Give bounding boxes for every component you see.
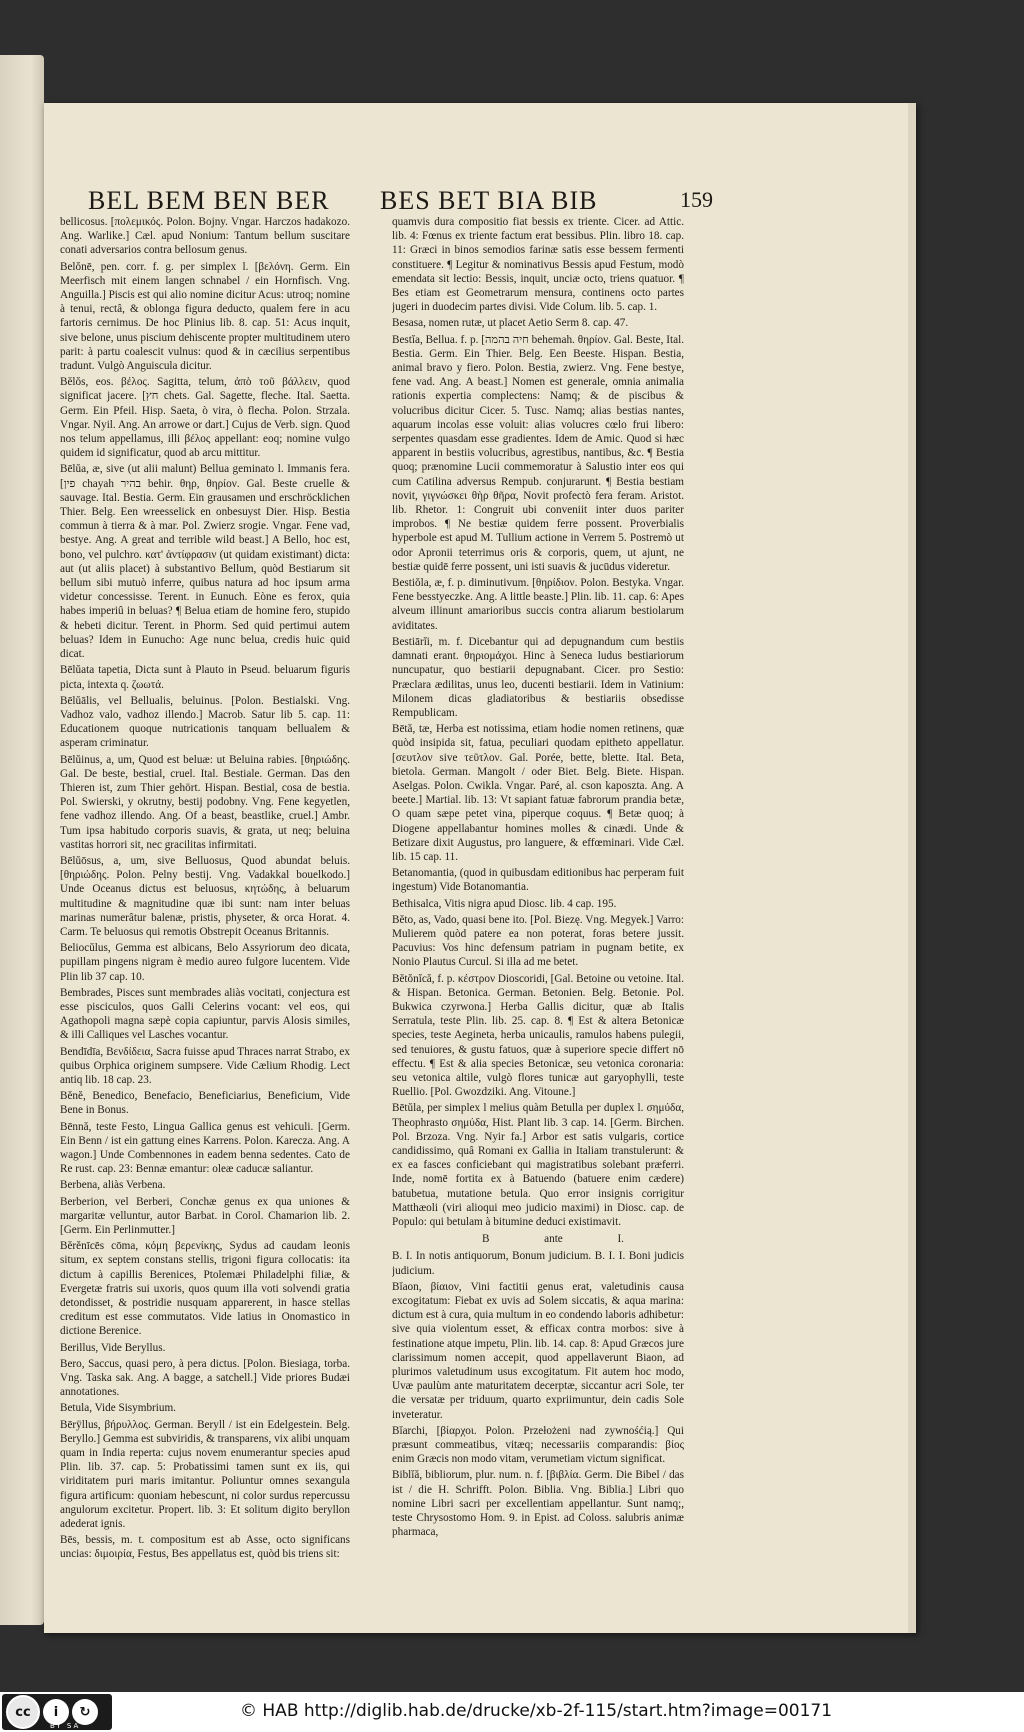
- dictionary-entry: Bestĭa, Bellua. f. p. [חיה בהמה behemah. θηρίον. Gal. Beste, Ital. Bestia. Germ. Ein Thier. Belg. Een Beeste. Hispan. Bestia, animal bravo y fiero. Polon. Bestia, zwierz. Vng. Fene bestye, fene vad. Ang. A beast.] Nomen est generale, omnia animalia rationis expertia complectens: Namq; & de piscibus & volucribus dicitur Cicer. 5. Tusc. Namq; alias bestias nantes, aquarum incolas esse voluit: alias volucres cœlo frui libero: serpentes quasdam esse gradientes. Idem de Amic. Quod si hæc apparent in bestiis volucribus, agrestibus, nantibus, &c. ¶ Bestia quoq; prænomine Lucii commemoratur à Salustio inter eos qui cum Catilina adversus Rempub. conjurarunt. ¶ Bestia bestiam novit, γιγνώσκει θὴρ θῆρα, Novit profectò fera feram. Aristot. lib. Rhetor. 1: Congruit ubi conveniit inter duos pariter improbos. ¶ Ne bestiæ quidem ferre possent. Proverbialis hyperbole est apud M. Tullium actione in Verrem 5. Postremò ut odor Apronii teterrimus oris & corporis, quem, ut ajunt, ne bestiæ quidē ferre possent, uni isti suavis & jucūdus videretur.: [392, 333, 684, 573]
- left-column: [60, 215, 350, 1600]
- dictionary-entry: Betanomantia, (quod in quibusdam editionibus hac perperam fuit ingestum) Vide Botanomantia.: [392, 867, 684, 894]
- dictionary-entry: quamvis dura compositio fiat bessis ex triente. Cicer. ad Attic. lib. 4: Fœnus ex triente factum erat bessibus. Plin. libro 18. cap. 11: Græci in binos semodios farinæ satis esse bessem fermenti constituere. ¶ Legitur & nominativus Bessis apud Festum, modò emendata sit lectio: Bessis, inquit, unciæ octo, triens quatuor. ¶ Bes etiam est Geometrarum mensura, continens octo partes jugeri in duodecim partes divisi. Vide Colum. lib. 5. cap. 1.: [392, 216, 684, 314]
- dictionary-entry: Bembrades, Pisces sunt membrades aliàs vocitati, conjectura est esse pisciculos, quos Galli Celerins vocant: vel eos, qui Agathopoli magna sæpè copia capiuntur, parvis Alosis similes, & illi Calliques vel Lasches vocantur.: [60, 986, 350, 1042]
- right-column-entries-bottom: [392, 1249, 684, 1539]
- dictionary-entry: Bēlŭālis, vel Bellualis, beluinus. [Polon. Bestialski. Vng. Vadhoz valo, vadhoz illendo.] Macrob. Satur lib 5. cap. 11: Educationem quoque nutricationis tanquam bellualem & asperam criminatur.: [60, 694, 350, 750]
- divider-letter-i: I.: [617, 1233, 624, 1246]
- dictionary-entry: Betula, Vide Sisymbrium.: [60, 1402, 176, 1415]
- dictionary-entry: Bētŭla, per simplex l melius quàm Betulla per duplex l. σημύδα, Theophrasto σημύδα, Hist. Plant lib. 3 cap. 14. [Germ. Birchen. Pol. Brzoza. Vng. Nyir fa.] Arbor est satis vulgaris, cortice candidissimo, quâ Romani ex Gallia in Italiam transtulerunt: & ex ea fasces conficiebant qui magistratibus solebant præferri. Inde, nomē fortita ex à Batuendo (batuere enim cædere) batubetua, mutatione betula. Quo error insignis corrigitur Matthæoli (viri alioqui meo judicio maximi) in Diosc. cap. de Populo: qui betulam à bitumine deduci existimavit.: [392, 1102, 684, 1229]
- dictionary-entry: Bēlŭinus, a, um, Quod est beluæ: ut Beluina rabies. [θηριώδης. Gal. De beste, bestial, cruel. Ital. Bestiale. German. Das den Thieren ist, zum Thier gehört. Hispan. Bestial, cosa de bestia. Pol. Swierski, y okrutny, bestij podobny. Vng. Fene kegyetlen, fene vadhoz illendo. Ang. Of a beast, beastlike, cruel.] Ambr. Tum ipsa habitudo corporis suavis, & grata, ut neq; beluina vastitas horrori sit, nec gracilitas infirmitati.: [60, 753, 350, 851]
- dictionary-entry: Bĕrĕnīcēs cōma, κόμη βερενίκης, Sydus ad caudam leonis situm, ex septem constans stellis, trigoni figura collocatis: ita dictum à capillis Berenices, Ptolemæi Philadelphi filiæ, & Evergetæ fratris sui uxoris, quos quum illa voti solvendi gratia detondisset, & postridie nusquam apparerent, in hasce stellas creditum est esse commutatos. Vide latius in Onomastico in dictione Berenice.: [60, 1240, 350, 1338]
- dictionary-entry: Bērÿllus, βήρυλλος. German. Beryll / ist ein Edelgestein. Belg. Beryllo.] Gemma est subviridis, & transparens, vix alibi unquam quam in India reperta: cujus novem enumerantur species apud Plin. lib. 37. cap. 5: Probatissimi tamen sunt ex iis, qui viriditatem puri maris imitantur. Poliuntur omnes sexangula figura artificum: quoniam hebescunt, ni color surdus repercussu angulorum excitetur. Propert. lib. 3: Et solitum digito beryllon adederat ignis.: [60, 1418, 350, 1531]
- attribution-person-icon: i: [43, 1699, 69, 1725]
- dictionary-entry: Besasa, nomen rutæ, ut placet Aetio Serm 8. cap. 47.: [392, 317, 629, 330]
- running-head-right: BES BET BIA BIB: [380, 186, 598, 215]
- dictionary-entry: Bĭaon, βίαιον, Vini factitii genus erat, valetudinis causa excogitatum: Fiebat ex uvis ad Solem siccatis, & aqua marina: dictum est à cura, quia multum in eo condendo laboris adhibetur: sive quia violentum esset, & efficax contra morbos: sive à festinatione atque impetu, Plin. lib. 14. cap. 8: Apud Græcos jure clarissimum nomen accepit, quod appellaverunt Biaon, ad plurimos valetudinum usus excogitatum. Fit autem hoc modo, Uvæ paulùm ante maturitatem decerptæ, siccantur acri Sole, ter die versatæ per triduum, quarto expriimuntur, dein cadis Sole inveteratur.: [392, 1280, 684, 1421]
- right-column: [392, 215, 684, 1600]
- dictionary-entry: B. I. In notis antiquorum, Bonum judicium. B. I. I. Boni judicis judicium.: [392, 1250, 684, 1277]
- dictionary-entry: Bētă, tæ, Herba est notissima, etiam hodie nomen retinens, quæ quòd insipida sit, fatua, peculiari quodam epitheto appellatur. [σευτλον sive τεῦτλον. Gal. Porée, bette, blette. Ital. Beta, bietola. German. Mangolt / oder Biet. Belg. Biete. Hispan. Aselgas. Polon. Cwikla. Vngar. Paré, al. cson kaposzta. Ang. A beete.] Martial. lib. 13: Vt sapiant fatuæ fabrorum prandia betæ, O quam sæpe petet vina, piperque coquus. ¶ Betæ quoq; à Diogene appellabantur homines molles & cinædi. Unde & Betizare dixit Augustus, pro languere, & effœminari. Vide Cæl. lib. 15 cap. 11.: [392, 723, 684, 863]
- book-page: [44, 103, 916, 1633]
- cc-license-subtitle: BY SA: [50, 1722, 81, 1730]
- dictionary-entry: Berbena, aliàs Verbena.: [60, 1179, 166, 1192]
- dictionary-entry: Bēlŭata tapetia, Dicta sunt à Plauto in Pseud. beluarum figuris picta, intexta q. ζωωτά.: [60, 664, 350, 691]
- dictionary-entry: Biblĭă, bibliorum, plur. num. n. f. [βιβλία. Germ. Die Bibel / das ist / die H. Schrifft. Polon. Biblia. Vng. Biblia.] Libri quo nomine Libri sacri per excellentiam appellantur. Sunt namq;, teste Chrysostomo Hom. 9. in Epist. ad Coloss. salubris animæ pharmaca,: [392, 1469, 684, 1539]
- dictionary-entry: Bestiārĭi, m. f. Dicebantur qui ad depugnandum cum bestiis damnati erant. θηριομάχοι. Hinc à Seneca ludus bestiariorum nuncupatur, quo bestiarii depugnabant. Cicer. pro Sestio: Præclara ædilitas, unus leo, ducenti bestiarii. Idem in Vatinium: Milonem dicas gladiatoribus & bestiariis obsedisse Rempublicam.: [392, 635, 684, 719]
- page-number: 159: [680, 187, 713, 212]
- attribution-url[interactable]: © HAB http://diglib.hab.de/drucke/xb-2f-115/start.htm?image=00171: [240, 1701, 833, 1721]
- dictionary-entry: bellicosus. [πολεμικός. Polon. Bojny. Vngar. Harczos hadakozo. Ang. Warlike.] Cæl. apud Nonium: Tantum bellum suscitare conati adversarios contra bellosum genus.: [60, 216, 350, 257]
- dictionary-entry: Bēnnă, teste Festo, Lingua Gallica genus est vehiculi. [Germ. Ein Benn / ist ein gattung eines Karrens. Polon. Karecza. Ang. A wagon.] Unde Combennones in eadem benna sedentes. Cato de Re rust. cap. 23: Bennæ emantur: oleæ caducæ saliantur.: [60, 1120, 350, 1176]
- right-column-entries-top: [392, 215, 684, 1229]
- dictionary-entry: Beliocŭlus, Gemma est albicans, Belo Assyriorum deo dicata, pupillam pingens nigram è medio aureo fulgore lucentem. Vide Plin lib 37 cap. 10.: [60, 942, 350, 983]
- divider-word-ante: ante: [544, 1233, 563, 1246]
- dictionary-entry: Bestiŏla, æ, f. p. diminutivum. [θηρίδιον. Polon. Bestyka. Vngar. Fene besstyeczke. Ang. A little beaste.] Plin. lib. 11. cap. 6: Apes alveum illinunt amarioribus succis contra aliarum bestiolarum aviditates.: [392, 577, 684, 632]
- running-head-left: BEL BEM BEN BER: [88, 186, 330, 215]
- dictionary-entry: Bĕnĕ, Benedico, Benefacio, Beneficiarius, Beneficium, Vide Bene in Bonus.: [60, 1090, 350, 1117]
- dictionary-entry: Belŏnē, pen. corr. f. g. per simplex l. [βελόνη. Germ. Ein Meerfisch mit einem langen schnabel / ein Hornfisch. Vng. Anguilla.] Piscis est qui alio nomine dicitur Acus: utroq; nomine à tenui, rectâ, & oblonga figura deducto, qualem fere in acu fartoris cernimus. De hoc Plinius lib. 8. cap. 51: Acus inquit, sive belone, unus piscium dehiscente propter multitudinem utero parit: à partu coalescit vulnus: quod & in cæcilius serpentibus tradunt. Vulgò Anguiscula dicitur.: [60, 260, 350, 373]
- dictionary-entry: Bēs, bessis, m. t. compositum est ab Asse, octo significans uncias: διμοιρία, Festus, Bes appellatus est, quòd bis triens sit:: [60, 1534, 350, 1561]
- share-alike-icon: ↻: [72, 1699, 98, 1725]
- dictionary-entry: Bĕto, as, Vado, quasi bene ito. [Pol. Biezę. Vng. Megyek.] Varro: Mulierem quòd patere ea non poterat, foras betere jussit. Pacuvius: Vos hinc defensum patriam in pugnam betite, ex Nonio Plautus Curcul. Si illa ad me betet.: [392, 913, 684, 969]
- divider-letter-b: B: [482, 1233, 490, 1246]
- dictionary-entry: Bĭarchi, [βίαρχοι. Polon. Przełożeni nad zywnośćią.] Qui præsunt commeatibus, vitæq; necessariis comparandis: βίος enim Græcis non modo vitam, verumetiam victum significat.: [392, 1424, 684, 1466]
- page-edge-shadow: [908, 103, 916, 1633]
- dictionary-entry: Bethisalca, Vitis nigra apud Diosc. lib. 4 cap. 195.: [392, 897, 617, 910]
- dictionary-entry: Bēlŭōsus, a, um, sive Belluosus, Quod abundat beluis. [θηριώδης. Polon. Pelny bestij. Vng. Vadakkal bouelkodo.] Unde Oceanus dictus est beluosus, κητώδης, à beluarum multitudine & magnitudine quæ ibi sunt: nam inter beluas marinas numerâtur balenæ, pristis, physeter, & orca Horat. 4. Carm. Te beluosus qui remotis Obstrepit Oceanus Britannis.: [60, 854, 350, 938]
- dictionary-entry: Berillus, Vide Beryllus.: [60, 1341, 166, 1354]
- dictionary-entry: Bĕlŏs, eos. βέλος. Sagitta, telum, ἀπὸ τοῦ βάλλειν, quod significat jacere. [חץ chets. Gal. Sagette, fleche. Ital. Saetta. Germ. Ein Pfeil. Hisp. Saeta, ò vira, ò flecha. Polon. Strzala. Vngar. Nyil. Ang. An arrowe or dart.] Cujus de Verb. sign. Quod nos telum appellamus, illi βέλος appellant: eoq; nomine vulgo quidem id significatur, quod ab arcu mittitur.: [60, 376, 350, 460]
- dictionary-entry: Bendīdīa, Βενδίδεια, Sacra fuisse apud Thraces narrat Strabo, ex quibus Orphica originem sumpsere. Vide Cælium Rhodig. Lect antiq lib. 18 cap. 23.: [60, 1045, 350, 1086]
- cc-icon: cc: [6, 1695, 40, 1729]
- section-divider-b-ante-i: [392, 1232, 684, 1246]
- left-column-entries: [60, 215, 350, 1562]
- previous-page-edge: [0, 55, 44, 1625]
- dictionary-entry: Bĕtŏnĭcă, f. p. κέστρον Dioscoridi, [Gal. Betoine ou vetoine. Ital. & Hispan. Betonica. German. Betonien. Belg. Betonie. Pol. Bukwica czyrwona.] Herba Gallis dicitur, quæ ab Italis Serratula, teste Plin. lib. 25. cap. 8. ¶ Est & altera Betonicæ species, teste Aegineta, herba unicaulis, ramulos habens pulegii, sed tenuiores, & gustu fatuos, quæ à superiore specie differt nō effectu. ¶ Est & alia species Betonicæ, seu vetonica coronaria: seu vetonica altile, vulgò flores tunicæ aut garyophylli, teste Ruellio. [Pol. Gwozdziki. Ang. Vitoune.]: [392, 972, 684, 1099]
- dictionary-entry: Bero, Saccus, quasi pero, à pera dictus. [Polon. Biesiaga, torba. Vng. Taska sak. Ang. A bagge, a satchell.] Vide priores Budæi annotationes.: [60, 1357, 350, 1399]
- dictionary-entry: Bēlŭa, æ, sive (ut alii malunt) Bellua geminato l. Immanis fera. [פין chayah בהיר behir. θηρ, θηρίον. Gal. Beste cruelle & sauvage. Ital. Bestia. Germ. Ein grausamen und erschröcklichen Thier. Belg. Een wreesselick en onbesuyst Dier. Hisp. Bestia commun à tierra & à mar. Pol. Zwierz srogie. Vngar. Fene vad, bestye. Ang. A great and terrible wild beast.] A Bello, hoc est, bono, vel pulchro. κατ' ἀντίφρασιν (ut quidam existimant) dicta: aut (ut aliis placet) à substantivo Bellum, quòd Bestiarum sit bellum sibi mutuò inferre, quibus natura ad hoc ipsum arma videtur concessisse. Terent. in Eunuch. Eòne es ferox, quia habes imperiû in beluas? ¶ Belua etiam de homine fero, stupido & hebeti dicitur. Terent. in Phorm. Sed quid pertimui autem beluas? Idem in Eunucho: Age nunc belua, credis huic quid dicat.: [60, 463, 350, 661]
- dictionary-entry: Berberion, vel Berberi, Conchæ genus ex qua uniones & margaritæ velluntur, autor Barbat. in Corol. Chamarion lib. 2. [Germ. Ein Perlinmutter.]: [60, 1195, 350, 1237]
